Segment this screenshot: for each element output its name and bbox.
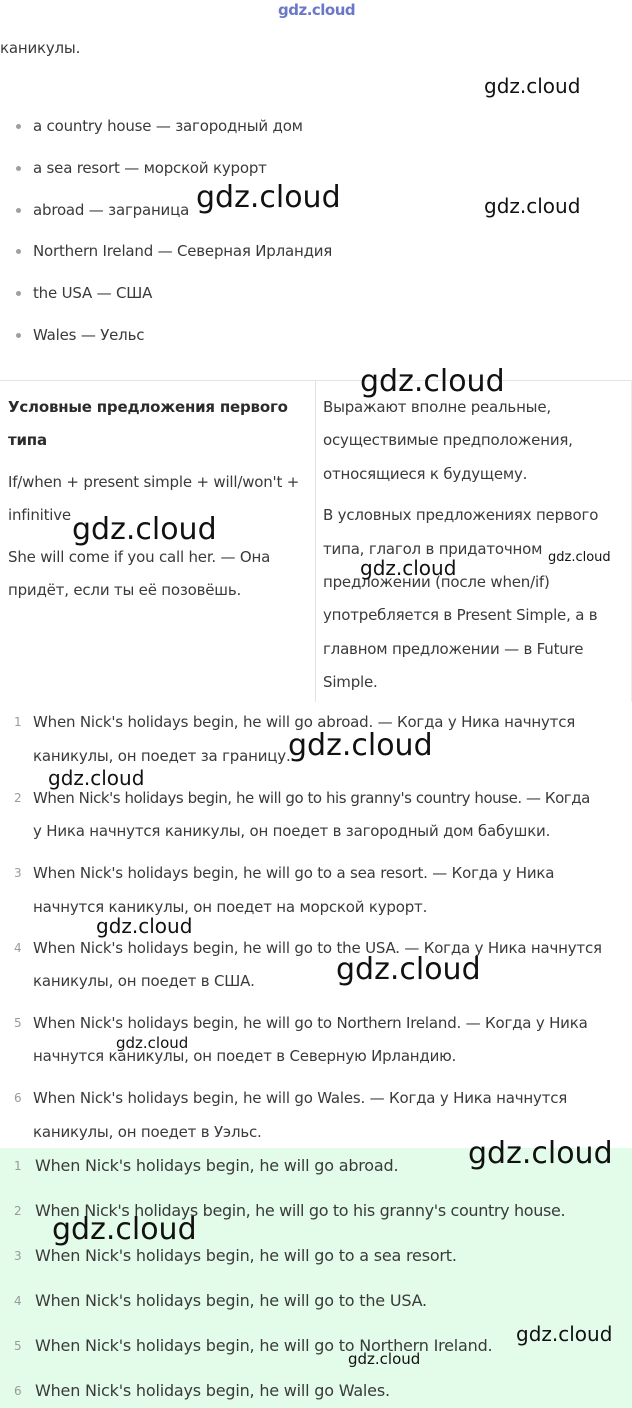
watermark: gdz.cloud: [52, 1212, 197, 1247]
watermark: gdz.cloud: [484, 194, 581, 218]
watermark: gdz.cloud: [516, 1322, 613, 1346]
intro-text: каникулы.: [0, 39, 81, 57]
item-number: 5: [14, 1016, 22, 1030]
grammar-rule: В условных предложениях первого: [323, 506, 599, 524]
watermark-top: gdz.cloud: [278, 1, 356, 19]
translation-line: When Nick's holidays begin, he will go to the USA. — Когда у Ника начнутся: [33, 939, 602, 957]
table-border: [0, 380, 632, 381]
grammar-rule: Simple.: [323, 673, 378, 691]
bullet-icon: [16, 208, 21, 213]
translation-line: начнутся каникулы, он поедет в Северную Ирландию.: [33, 1047, 457, 1065]
translation-line: When Nick's holidays begin, he will go to his granny's country house. — Когда: [33, 789, 590, 807]
translation-line: When Nick's holidays begin, he will go to a sea resort. — Когда у Ника: [33, 864, 555, 882]
bullet-icon: [16, 249, 21, 254]
table-divider: [315, 380, 316, 702]
grammar-title: Условные предложения первого: [8, 398, 288, 416]
item-number: 2: [14, 791, 22, 805]
watermark: gdz.cloud: [72, 512, 217, 547]
grammar-description: относящиеся к будущему.: [323, 465, 528, 483]
watermark: gdz.cloud: [196, 180, 341, 215]
item-number: 1: [14, 1159, 22, 1173]
item-number: 2: [14, 1204, 22, 1218]
watermark: gdz.cloud: [96, 914, 193, 938]
answer-line: When Nick's holidays begin, he will go to a sea resort.: [35, 1246, 457, 1265]
watermark: gdz.cloud: [360, 364, 505, 399]
grammar-rule: типа, глагол в придаточном: [323, 540, 543, 558]
translation-line: каникулы, он поедет за границу.: [33, 747, 291, 765]
bullet-icon: [16, 291, 21, 296]
item-number: 6: [14, 1384, 22, 1398]
grammar-rule: употребляется в Present Simple, а в: [323, 606, 598, 624]
answer-line: When Nick's holidays begin, he will go to the USA.: [35, 1291, 427, 1310]
list-item: abroad — заграница: [33, 201, 190, 219]
watermark: gdz.cloud: [348, 1350, 421, 1368]
answer-line: When Nick's holidays begin, he will go Wales.: [35, 1381, 390, 1400]
answer-line: When Nick's holidays begin, he will go to his granny's country house.: [35, 1201, 566, 1220]
grammar-description: осуществимые предположения,: [323, 431, 573, 449]
list-item: Wales — Уельс: [33, 326, 145, 344]
grammar-rule: предложении (после when/if): [323, 573, 550, 591]
item-number: 3: [14, 866, 22, 880]
translation-line: у Ника начнутся каникулы, он поедет в загородный дом бабушки.: [33, 822, 551, 840]
translation-line: When Nick's holidays begin, he will go abroad. — Когда у Ника начнутся: [33, 713, 576, 731]
grammar-rule: главном предложении — в Future: [323, 640, 584, 658]
answer-line: When Nick's holidays begin, he will go abroad.: [35, 1156, 399, 1175]
item-number: 3: [14, 1249, 22, 1263]
grammar-example: придёт, если ты её позовёшь.: [8, 581, 242, 599]
watermark: gdz.cloud: [116, 1034, 189, 1052]
item-number: 1: [14, 715, 22, 729]
watermark: gdz.cloud: [468, 1136, 613, 1171]
watermark: gdz.cloud: [484, 74, 581, 98]
answer-block: [0, 1148, 632, 1408]
grammar-title: типа: [8, 431, 47, 449]
item-number: 6: [14, 1091, 22, 1105]
watermark: gdz.cloud: [336, 952, 481, 987]
item-number: 5: [14, 1339, 22, 1353]
translation-line: When Nick's holidays begin, he will go Wales. — Когда у Ника начнутся: [33, 1089, 568, 1107]
grammar-formula: infinitive: [8, 506, 71, 524]
item-number: 4: [14, 1294, 22, 1308]
translation-line: When Nick's holidays begin, he will go to Northern Ireland. — Когда у Ника: [33, 1014, 588, 1032]
item-number: 4: [14, 941, 22, 955]
watermark: gdz.cloud: [360, 556, 457, 580]
watermark: gdz.cloud: [548, 550, 611, 565]
list-item: Northern Ireland — Северная Ирландия: [33, 242, 333, 260]
translation-line: каникулы, он поедет в Уэльс.: [33, 1123, 262, 1141]
list-item: a sea resort — морской курорт: [33, 159, 267, 177]
bullet-icon: [16, 166, 21, 171]
watermark: gdz.cloud: [288, 728, 433, 763]
bullet-icon: [16, 124, 21, 129]
watermark: gdz.cloud: [48, 766, 145, 790]
grammar-description: Выражают вполне реальные,: [323, 398, 551, 416]
translation-line: каникулы, он поедет в США.: [33, 972, 255, 990]
list-item: the USA — США: [33, 284, 153, 302]
answer-line: When Nick's holidays begin, he will go to Northern Ireland.: [35, 1336, 493, 1355]
list-item: a country house — загородный дом: [33, 117, 303, 135]
grammar-formula: If/when + present simple + will/won't +: [8, 473, 300, 491]
grammar-example: She will come if you call her. — Она: [8, 548, 271, 566]
bullet-icon: [16, 333, 21, 338]
translation-line: начнутся каникулы, он поедет на морской курорт.: [33, 898, 428, 916]
